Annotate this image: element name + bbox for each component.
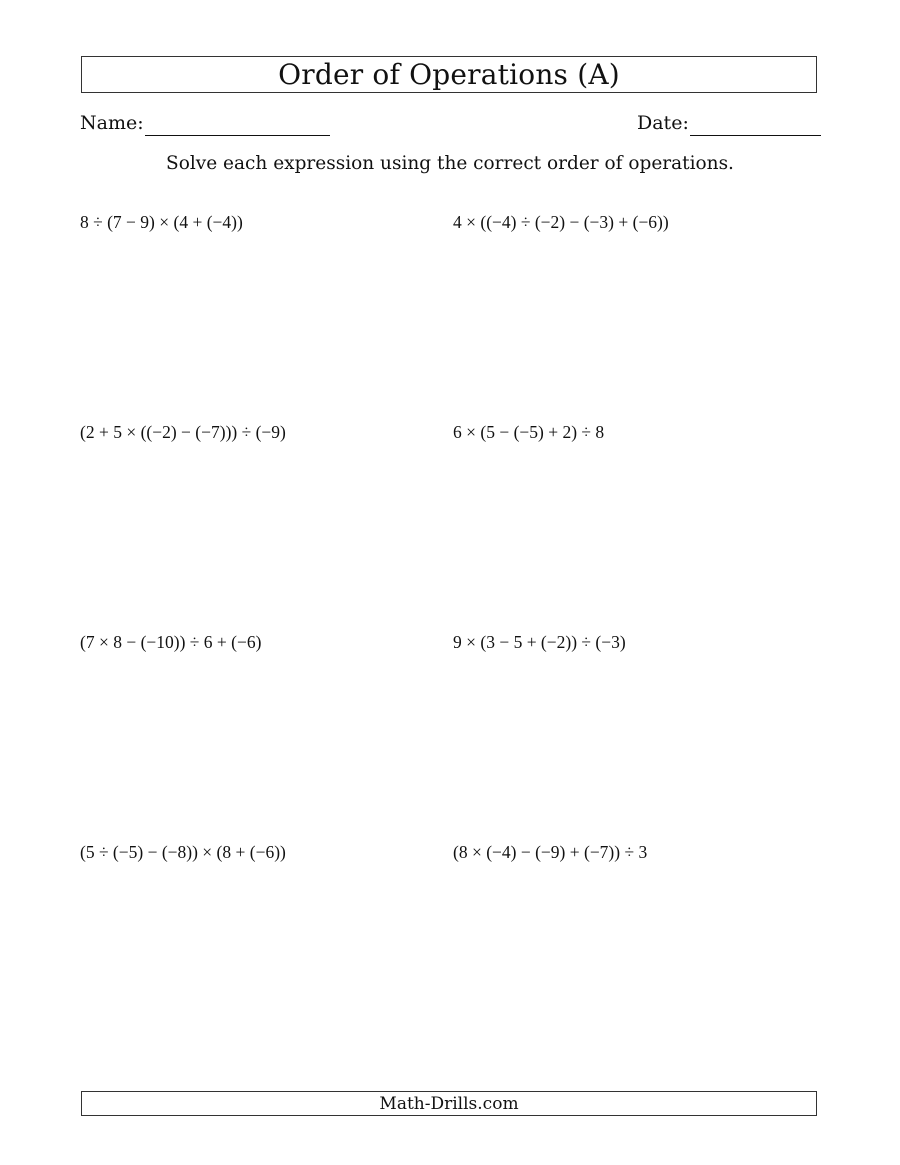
name-label: Name: <box>80 112 144 134</box>
footer <box>81 1091 817 1116</box>
problem-7: (5 ÷ (−5) − (−8)) × (8 + (−6)) <box>80 842 286 862</box>
problem-2: 4 × ((−4) ÷ (−2) − (−3) + (−6)) <box>453 212 669 232</box>
date-label: Date: <box>637 112 689 134</box>
name-field[interactable] <box>145 135 330 136</box>
problem-6: 9 × (3 − 5 + (−2)) ÷ (−3) <box>453 632 626 652</box>
worksheet-title <box>81 56 817 93</box>
worksheet-title-text: Order of Operations (A) <box>278 58 620 91</box>
problem-1: 8 ÷ (7 − 9) × (4 + (−4)) <box>80 212 243 232</box>
date-field[interactable] <box>690 135 821 136</box>
instructions: Solve each expression using the correct order of operations. <box>166 153 734 174</box>
problem-8: (8 × (−4) − (−9) + (−7)) ÷ 3 <box>453 842 648 862</box>
problem-4: 6 × (5 − (−5) + 2) ÷ 8 <box>453 422 605 442</box>
problem-5: (7 × 8 − (−10)) ÷ 6 + (−6) <box>80 632 262 652</box>
problem-3: (2 + 5 × ((−2) − (−7))) ÷ (−9) <box>80 422 286 442</box>
footer-text: Math-Drills.com <box>379 1093 519 1114</box>
